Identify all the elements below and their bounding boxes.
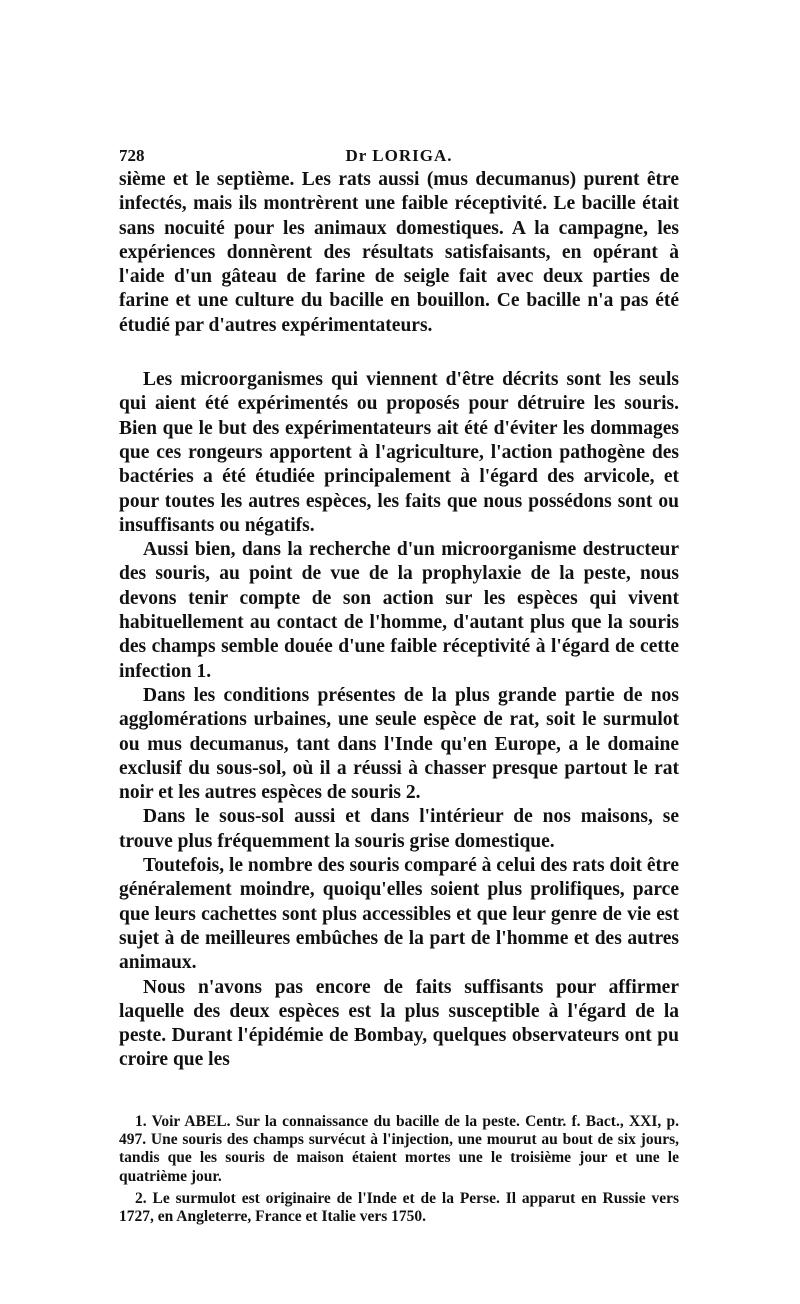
footnote-1: 1. Voir ABEL. Sur la connaissance du bacille de la peste. Centr. f. Bact., XXI, p. 497. Une souris des champs survécut à l'injection, une mourut au bout de six jours, tandis que les souris de maison étaient mortes une le troisième jour et une le quatrième jour. (119, 1112, 679, 1185)
book-page (119, 140, 679, 1230)
footnotes (119, 1113, 679, 1227)
page-number: 728 (119, 146, 145, 165)
paragraph-continuation: sième et le septième. Les rats aussi (mus decumanus) purent être infectés, mais ils montrèrent une faible réceptivité. Le bacille était sans nocuité pour les animaux domestiques. A la campagne, les expériences donnèrent des résultats satisfaisants, en opérant à l'aide d'un gâteau de farine de seigle fait avec deux parties de farine et une culture du bacille en bouillon. Ce bacille n'a pas été étudié par d'autres expérimentateurs. (119, 169, 679, 336)
running-head (119, 140, 679, 168)
body-text (119, 168, 679, 1073)
paragraph-conditions-presentes: Dans les conditions présentes de la plus grande partie de nos agglomérations urbaines, une seule espèce de rat, soit le surmulot ou mus decumanus, tant dans l'Inde qu'en Europe, a le domaine exclusif du sous-sol, où il a réussi à chasser presque partout le rat noir et les autres espèces de souris 2. (119, 684, 679, 804)
paragraph-microorganismes: Les microorganismes qui viennent d'être décrits sont les seuls qui aient été expérimentés ou proposés pour détruire les souris. Bien que le but des expérimentateurs ait été d'éviter les dommages que ces rongeurs apportent à l'agriculture, l'action pathogène des bactéries a été étudiée principalement à l'égard des arvicole, et pour toutes les autres espèces, les faits que nous possédons sont ou insuffisants ou négatifs. (119, 369, 679, 536)
paragraph-sous-sol: Dans le sous-sol aussi et dans l'intérieur de nos maisons, se trouve plus fréquemment la souris grise domestique. (119, 806, 679, 852)
paragraph-toutefois: Toutefois, le nombre des souris comparé à celui des rats doit être généralement moindre, quoiqu'elles soient plus prolifiques, parce que leurs cachettes sont plus accessibles et que leur genre de vie est sujet à de meilleures embûches de la part de l'homme et des autres animaux. (119, 855, 679, 974)
running-title: Dr LORIGA. (345, 146, 453, 165)
paragraph-aussi-bien: Aussi bien, dans la recherche d'un microorganisme destructeur des souris, au point de vue de la prophylaxie de la peste, nous devons tenir compte de son action sur les espèces qui vivent habituellement au contact de l'homme, d'autant plus que la souris des champs semble douée d'une faible réceptivité à l'égard de cette infection 1. (119, 539, 679, 682)
paragraph-nous-navons: Nous n'avons pas encore de faits suffisants pour affirmer laquelle des deux espèces est la plus susceptible à l'égard de la peste. Durant l'épidémie de Bombay, quelques observateurs ont pu croire que les (119, 976, 679, 1071)
footnote-2: 2. Le surmulot est originaire de l'Inde et de la Perse. Il apparut en Russie vers 1727, en Angleterre, France et Italie vers 1750. (119, 1189, 679, 1226)
